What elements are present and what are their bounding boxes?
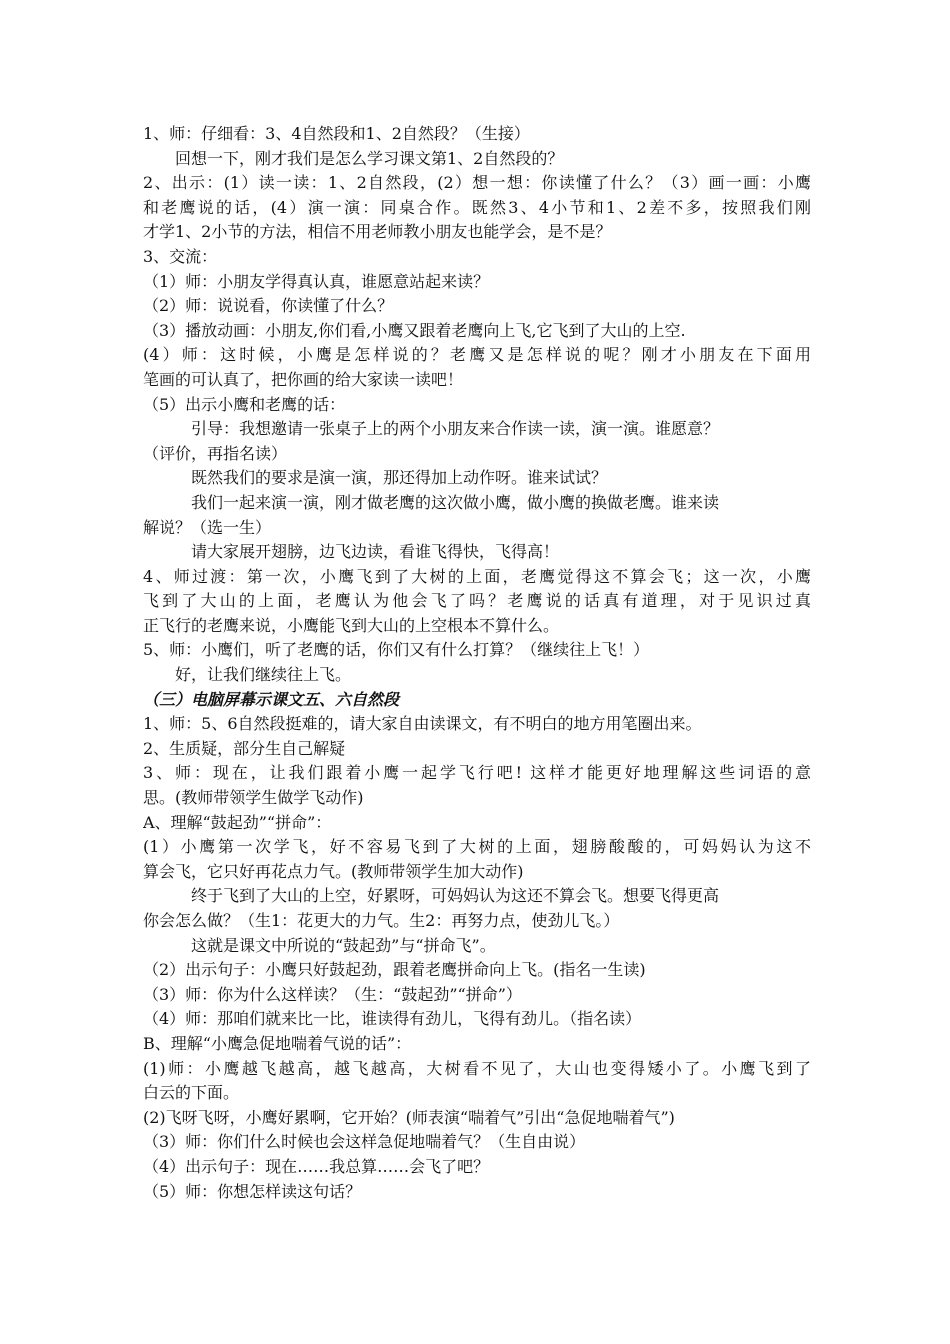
text-line: 你会怎么做？（生1：花更大的力气。生2：再努力点，使劲儿飞。）	[143, 911, 620, 930]
text-line: （4）出示句子：现在……我总算……会飞了吧？	[143, 1156, 490, 1176]
text-line: (4）师：这时候，小鹰是怎样说的？老鹰又是怎样说的呢？刚才小朋友在下面用	[143, 345, 811, 365]
text-line: 解说？（选一生）	[143, 517, 272, 537]
text-line: (1)师：小鹰越飞越高，越飞越高，大树看不见了，大山也变得矮小了。小鹰飞到了	[143, 1058, 811, 1078]
text-line: （1）师：小朋友学得真认真，谁愿意站起来读？	[143, 271, 490, 291]
text-line: 正飞行的老鹰来说，小鹰能飞到大山的上空根本不算什么。	[143, 615, 560, 635]
text-line: （3）播放动画：小朋友,你们看,小鹰又跟着老鹰向上飞,它飞到了大山的上空.	[143, 320, 686, 340]
text-line: 4、师过渡：第一次，小鹰飞到了大树的上面，老鹰觉得这不算会飞；这一次，小鹰	[143, 566, 811, 586]
text-line: （4）师：那咱们就来比一比，谁读得有劲儿，飞得有劲儿。（指名读）	[143, 1009, 642, 1029]
text-line: 3、师：现在，让我们跟着小鹰一起学飞行吧! 这样才能更好地理解这些词语的意	[143, 763, 811, 783]
text-line: 笔画的可认真了，把你画的给大家读一读吧！	[143, 369, 464, 389]
text-line: （5）师：你想怎样读这句话？	[143, 1181, 362, 1201]
text-line: 3、交流：	[143, 246, 218, 266]
text-line: 5、师：小鹰们，听了老鹰的话，你们又有什么打算？（继续往上飞！）	[143, 640, 650, 660]
text-line: 好，让我们继续往上飞。	[175, 665, 352, 685]
text-line: 2、生质疑，部分生自己解疑	[143, 738, 346, 758]
text-line: （评价，再指名读）	[143, 443, 288, 463]
text-line: 思。(教师带领学生做学飞动作)	[143, 788, 364, 808]
text-line: 才学1、2小节的方法，相信不用老师教小朋友也能学会，是不是？	[143, 222, 612, 242]
section-heading: （三）电脑屏幕示课文五、六自然段	[143, 689, 400, 709]
text-line: 1、师：5、6自然段挺难的，请大家自由读课文，有不明白的地方用笔圈出来。	[143, 714, 702, 734]
text-line: 这就是课文中所说的“鼓起劲”与“拼命飞”。	[191, 935, 496, 955]
text-line: 白云的下面。	[143, 1083, 240, 1103]
document-page	[143, 122, 811, 1204]
text-line: 回想一下，刚才我们是怎么学习课文第1、2自然段的？	[175, 148, 564, 168]
text-line: 1、师：仔细看：3、4自然段和1、2自然段？（生接）	[143, 124, 530, 143]
text-line: 既然我们的要求是演一演，那还得加上动作呀。谁来试试？	[191, 468, 608, 488]
text-line: （3）师：你们什么时候也会这样急促地喘着气？（生自由说）	[143, 1132, 586, 1152]
text-line: （2）出示句子：小鹰只好鼓起劲，跟着老鹰拼命向上飞。(指名一生读)	[143, 960, 646, 980]
text-line: （2）师：说说看，你读懂了什么？	[143, 296, 394, 316]
text-line: 飞到了大山的上面，老鹰认为他会飞了吗？老鹰说的话真有道理，对于见识过真	[143, 591, 811, 611]
text-line: （5）出示小鹰和老鹰的话：	[143, 394, 346, 414]
text-line: 和老鹰说的话，(4）演一演：同桌合作。既然3、4小节和1、2差不多，按照我们刚	[143, 197, 811, 217]
text-line: 算会飞，它只好再花点力气。(教师带领学生加大动作)	[143, 861, 524, 881]
text-line: B、理解“小鹰急促地喘着气说的话”：	[143, 1033, 412, 1053]
text-line: 我们一起来演一演，刚才做老鹰的这次做小鹰，做小鹰的换做老鹰。谁来读	[191, 492, 720, 512]
text-line: A、理解“鼓起劲”“拼命”：	[143, 812, 332, 832]
text-line: （3）师：你为什么这样读？（生：“鼓起劲”“拼命”）	[143, 984, 522, 1004]
text-line: 2、出示：(1）读一读：1、2自然段，(2）想一想：你读懂了什么？（3）画一画：小鹰	[143, 173, 811, 193]
text-line: 终于飞到了大山的上空，好累呀，可妈妈认为这还不算会飞。想要飞得更高	[191, 886, 720, 906]
text-line: (1）小鹰第一次学飞，好不容易飞到了大树的上面，翅膀酸酸的，可妈妈认为这不	[143, 837, 811, 857]
text-line: 请大家展开翅膀，边飞边读，看谁飞得快，飞得高！	[191, 542, 560, 562]
text-line: (2)飞呀飞呀，小鹰好累啊，它开始？(师表演“喘着气”引出“急促地喘着气”)	[143, 1107, 675, 1127]
text-line: 引导：我想邀请一张桌子上的两个小朋友来合作读一读，演一演。谁愿意？	[191, 419, 720, 439]
